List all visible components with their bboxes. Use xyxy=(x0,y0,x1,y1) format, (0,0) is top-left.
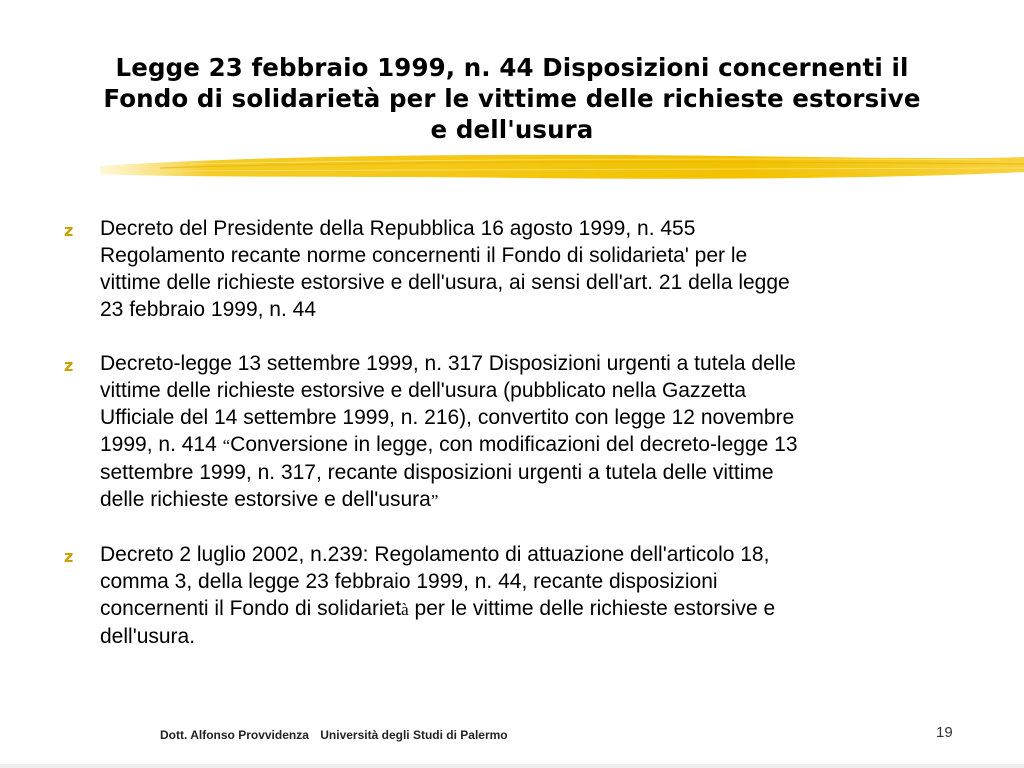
bullet-text-line: vittime delle richieste estorsive e dell'usura, ai sensi dell'art. 21 della legge xyxy=(100,271,790,294)
close-quote: ” xyxy=(430,491,439,510)
bullet-text-line xyxy=(100,431,964,459)
bullet-text-fragment: delle richieste estorsive e dell'usura xyxy=(100,488,431,511)
z-bullet-icon: z xyxy=(64,547,74,566)
bullet-text-line xyxy=(100,486,964,514)
bullet-text-line xyxy=(100,595,964,623)
list-item xyxy=(64,541,964,650)
z-bullet-icon: z xyxy=(64,356,74,375)
footer-university: Università degli Studi di Palermo xyxy=(320,728,508,742)
bullet-text-line: Regolamento recante norme concernenti il Fondo di solidarieta' per le xyxy=(100,244,748,267)
footer-author: Dott. Alfonso Provvidenza xyxy=(160,728,309,742)
bullet-text-line: Ufficiale del 14 settembre 1999, n. 216), convertito con legge 12 novembre xyxy=(100,406,795,429)
bullet-text-line: dell'usura. xyxy=(100,625,196,648)
bullet-text-fragment: concernenti il Fondo di solidariet xyxy=(100,597,402,620)
bullet-text-line: 23 febbraio 1999, n. 44 xyxy=(100,298,317,321)
bottom-divider xyxy=(0,764,1024,768)
bullet-list xyxy=(64,215,964,650)
z-bullet-icon: z xyxy=(64,221,74,240)
bullet-text-line: Decreto-legge 13 settembre 1999, n. 317 Disposizioni urgenti a tutela delle xyxy=(100,352,796,375)
title-line: e dell'usura xyxy=(430,115,594,144)
list-item xyxy=(64,350,964,514)
bullet-text-line: comma 3, della legge 23 febbraio 1999, n. 44, recante disposizioni xyxy=(100,570,718,593)
title-line: Fondo di solidarietà per le vittime delle richieste estorsive xyxy=(103,84,921,113)
yellow-brush-stroke-decoration xyxy=(100,148,1024,188)
bullet-text-line: vittime delle richieste estorsive e dell'usura (pubblicato nella Gazzetta xyxy=(100,379,746,402)
page-number: 19 xyxy=(936,724,953,741)
bullet-text-line: Decreto 2 luglio 2002, n.239: Regolamento di attuazione dell'articolo 18, xyxy=(100,543,770,566)
bullet-text-fragment: per le vittime delle richieste estorsive e xyxy=(408,597,776,620)
slide-title xyxy=(40,52,984,145)
open-quote: “ xyxy=(222,436,231,455)
title-line: Legge 23 febbraio 1999, n. 44 Disposizioni concernenti il xyxy=(115,53,909,82)
slide-footer xyxy=(160,728,508,742)
bullet-text-fragment: 1999, n. 414 xyxy=(100,433,223,456)
bullet-text-line: settembre 1999, n. 317, recante disposizioni urgenti a tutela delle vittime xyxy=(100,461,774,484)
bullet-text-fragment: Conversione in legge, con modificazioni del decreto-legge 13 xyxy=(230,433,798,456)
accented-char: à xyxy=(401,600,409,619)
list-item xyxy=(64,215,964,323)
bullet-text-line: Decreto del Presidente della Repubblica 16 agosto 1999, n. 455 xyxy=(100,217,696,240)
